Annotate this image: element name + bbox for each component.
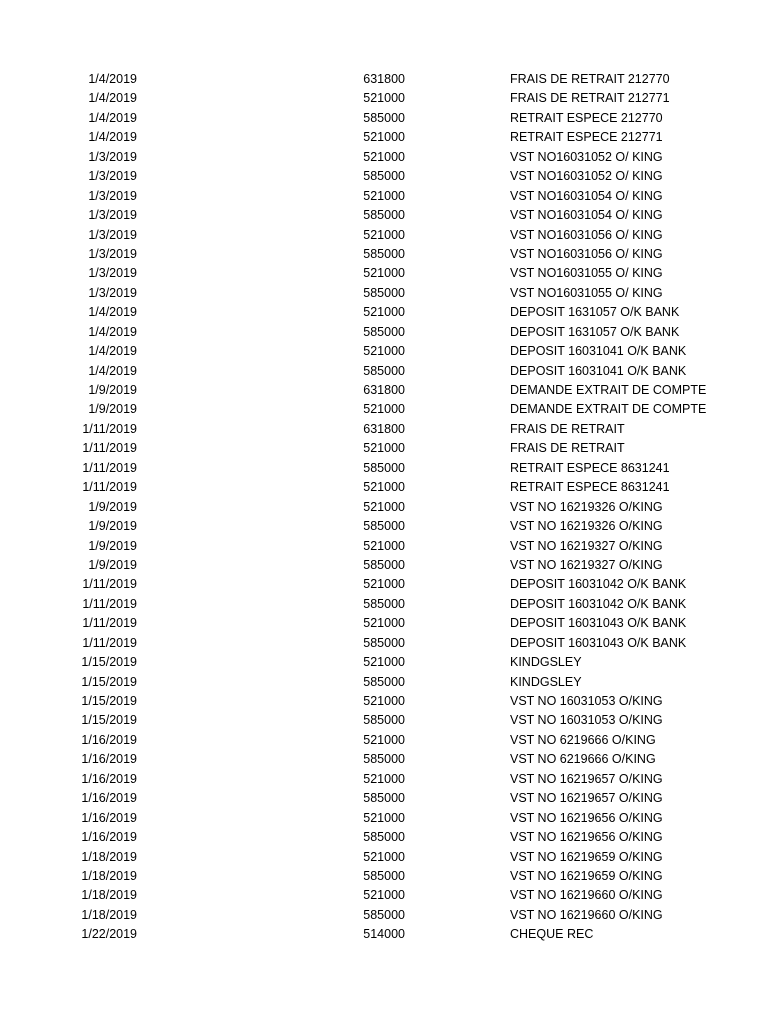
ledger-row <box>0 770 768 789</box>
account-cell: 521000 <box>363 305 405 320</box>
description-cell: DEPOSIT 1631057 O/K BANK <box>510 305 680 320</box>
account-cell: 521000 <box>363 130 405 145</box>
date-cell: 1/11/2019 <box>82 441 137 456</box>
ledger-row <box>0 148 768 167</box>
ledger-row <box>0 459 768 478</box>
date-cell: 1/15/2019 <box>81 655 137 670</box>
ledger-row <box>0 673 768 692</box>
date-cell: 1/3/2019 <box>88 208 137 223</box>
account-cell: 521000 <box>363 655 405 670</box>
description-cell: DEPOSIT 16031043 O/K BANK <box>510 616 687 631</box>
ledger-row <box>0 439 768 458</box>
date-cell: 1/3/2019 <box>88 169 137 184</box>
description-cell: VST NO 16219326 O/KING <box>510 499 663 514</box>
description-cell: RETRAIT ESPECE 212770 <box>510 110 663 125</box>
ledger-row <box>0 906 768 925</box>
account-cell: 585000 <box>363 791 405 806</box>
ledger-row <box>0 323 768 342</box>
ledger-row <box>0 595 768 614</box>
description-cell: VST NO 16219657 O/KING <box>510 771 663 786</box>
description-cell: DEPOSIT 16031043 O/K BANK <box>510 635 687 650</box>
description-cell: VST NO 16219660 O/KING <box>510 907 663 922</box>
ledger-row <box>0 303 768 322</box>
account-cell: 521000 <box>363 732 405 747</box>
ledger-row <box>0 226 768 245</box>
ledger-row <box>0 70 768 89</box>
ledger-row <box>0 89 768 108</box>
ledger-row <box>0 284 768 303</box>
account-cell: 585000 <box>363 363 405 378</box>
description-cell: VST NO 16031053 O/KING <box>510 694 663 708</box>
date-cell: 1/3/2019 <box>88 149 137 164</box>
description-cell: VST NO16031052 O/ KING <box>510 149 663 164</box>
account-cell: 521000 <box>363 91 405 106</box>
ledger-row <box>0 342 768 361</box>
ledger-row <box>0 206 768 225</box>
ledger-row <box>0 575 768 594</box>
description-cell: VST NO 16219326 O/KING <box>510 519 663 534</box>
date-cell: 1/3/2019 <box>88 285 137 300</box>
description-cell: DEPOSIT 16031042 O/K BANK <box>510 577 687 592</box>
ledger-row <box>0 264 768 283</box>
date-cell: 1/18/2019 <box>81 907 137 922</box>
ledger-row <box>0 711 768 730</box>
account-cell: 585000 <box>363 907 405 922</box>
description-cell: FRAIS DE RETRAIT 212771 <box>510 91 670 106</box>
account-cell: 521000 <box>363 149 405 164</box>
account-cell: 521000 <box>363 441 405 456</box>
description-cell: RETRAIT ESPECE 8631241 <box>510 460 670 475</box>
account-cell: 585000 <box>363 324 405 339</box>
description-cell: VST NO 16219659 O/KING <box>510 849 663 864</box>
ledger-row <box>0 109 768 128</box>
date-cell: 1/4/2019 <box>88 72 137 86</box>
ledger-row <box>0 848 768 867</box>
account-cell: 521000 <box>363 538 405 553</box>
date-cell: 1/16/2019 <box>81 752 137 767</box>
date-cell: 1/15/2019 <box>81 694 137 708</box>
description-cell: DEMANDE EXTRAIT DE COMPTE <box>510 402 707 417</box>
account-cell: 521000 <box>363 266 405 281</box>
ledger-row <box>0 556 768 575</box>
account-cell: 585000 <box>363 674 405 689</box>
ledger-row <box>0 245 768 264</box>
description-cell: VST NO 16219657 O/KING <box>510 791 663 806</box>
description-cell: KINDGSLEY <box>510 655 582 670</box>
ledger-row <box>0 886 768 905</box>
date-cell: 1/9/2019 <box>88 383 137 397</box>
account-cell: 585000 <box>363 596 405 611</box>
date-cell: 1/9/2019 <box>88 499 137 514</box>
account-cell: 521000 <box>363 849 405 864</box>
description-cell: VST NO16031055 O/ KING <box>510 285 663 300</box>
date-cell: 1/3/2019 <box>88 227 137 242</box>
account-cell: 631800 <box>363 72 405 86</box>
description-cell: FRAIS DE RETRAIT <box>510 421 625 436</box>
description-cell: VST NO 16219660 O/KING <box>510 888 663 903</box>
ledger-row <box>0 828 768 847</box>
description-cell: RETRAIT ESPECE 8631241 <box>510 480 670 495</box>
ledger-row <box>0 925 768 944</box>
account-cell: 585000 <box>363 557 405 572</box>
account-cell: 585000 <box>363 830 405 845</box>
date-cell: 1/9/2019 <box>88 538 137 553</box>
description-cell: VST NO16031054 O/ KING <box>510 188 663 203</box>
ledger-row <box>0 653 768 672</box>
date-cell: 1/11/2019 <box>82 596 137 611</box>
date-cell: 1/11/2019 <box>82 577 137 592</box>
date-cell: 1/18/2019 <box>81 868 137 883</box>
account-cell: 521000 <box>363 499 405 514</box>
description-cell: DEPOSIT 16031041 O/K BANK <box>510 363 687 378</box>
ledger-sheet <box>0 70 768 945</box>
date-cell: 1/18/2019 <box>81 888 137 903</box>
date-cell: 1/3/2019 <box>88 246 137 261</box>
ledger-row <box>0 420 768 439</box>
description-cell: VST NO 6219666 O/KING <box>510 752 656 767</box>
date-cell: 1/9/2019 <box>88 402 137 417</box>
description-cell: VST NO 6219666 O/KING <box>510 732 656 747</box>
date-cell: 1/16/2019 <box>81 771 137 786</box>
date-cell: 1/15/2019 <box>81 713 137 728</box>
ledger-row <box>0 498 768 517</box>
description-cell: VST NO16031056 O/ KING <box>510 246 663 261</box>
date-cell: 1/11/2019 <box>82 460 137 475</box>
account-cell: 585000 <box>363 713 405 728</box>
description-cell: DEPOSIT 1631057 O/K BANK <box>510 324 680 339</box>
date-cell: 1/3/2019 <box>88 266 137 281</box>
ledger-row <box>0 167 768 186</box>
date-cell: 1/11/2019 <box>82 480 137 495</box>
description-cell: DEPOSIT 16031042 O/K BANK <box>510 596 687 611</box>
account-cell: 521000 <box>363 188 405 203</box>
account-cell: 521000 <box>363 771 405 786</box>
account-cell: 585000 <box>363 752 405 767</box>
date-cell: 1/9/2019 <box>88 557 137 572</box>
account-cell: 585000 <box>363 110 405 125</box>
account-cell: 631800 <box>363 421 405 436</box>
account-cell: 585000 <box>363 246 405 261</box>
date-cell: 1/16/2019 <box>81 830 137 845</box>
ledger-row <box>0 478 768 497</box>
description-cell: KINDGSLEY <box>510 674 582 689</box>
date-cell: 1/4/2019 <box>88 344 137 359</box>
date-cell: 1/4/2019 <box>88 363 137 378</box>
account-cell: 521000 <box>363 616 405 631</box>
ledger-row <box>0 381 768 400</box>
ledger-row <box>0 614 768 633</box>
account-cell: 585000 <box>363 868 405 883</box>
date-cell: 1/16/2019 <box>81 791 137 806</box>
account-cell: 521000 <box>363 227 405 242</box>
date-cell: 1/9/2019 <box>88 519 137 534</box>
date-cell: 1/18/2019 <box>81 849 137 864</box>
account-cell: 585000 <box>363 460 405 475</box>
description-cell: DEMANDE EXTRAIT DE COMPTE <box>510 383 707 397</box>
description-cell: DEPOSIT 16031041 O/K BANK <box>510 344 687 359</box>
account-cell: 521000 <box>363 810 405 825</box>
date-cell: 1/11/2019 <box>82 616 137 631</box>
date-cell: 1/4/2019 <box>88 130 137 145</box>
ledger-row <box>0 634 768 653</box>
date-cell: 1/11/2019 <box>82 635 137 650</box>
ledger-row <box>0 362 768 381</box>
date-cell: 1/3/2019 <box>88 188 137 203</box>
description-cell: CHEQUE REC <box>510 927 594 942</box>
date-cell: 1/4/2019 <box>88 110 137 125</box>
account-cell: 631800 <box>363 383 405 397</box>
ledger-row <box>0 187 768 206</box>
date-cell: 1/4/2019 <box>88 305 137 320</box>
account-cell: 521000 <box>363 402 405 417</box>
description-cell: FRAIS DE RETRAIT 212770 <box>510 72 670 86</box>
description-cell: RETRAIT ESPECE 212771 <box>510 130 663 145</box>
description-cell: VST NO16031056 O/ KING <box>510 227 663 242</box>
description-cell: VST NO 16219327 O/KING <box>510 538 663 553</box>
account-cell: 585000 <box>363 285 405 300</box>
ledger-row <box>0 867 768 886</box>
description-cell: VST NO16031055 O/ KING <box>510 266 663 281</box>
ledger-row <box>0 128 768 147</box>
description-cell: VST NO16031052 O/ KING <box>510 169 663 184</box>
ledger-row <box>0 731 768 750</box>
date-cell: 1/4/2019 <box>88 91 137 106</box>
account-cell: 585000 <box>363 519 405 534</box>
account-cell: 521000 <box>363 577 405 592</box>
account-cell: 514000 <box>363 927 405 942</box>
ledger-row <box>0 789 768 808</box>
account-cell: 521000 <box>363 694 405 708</box>
description-cell: VST NO16031054 O/ KING <box>510 208 663 223</box>
account-cell: 585000 <box>363 208 405 223</box>
description-cell: FRAIS DE RETRAIT <box>510 441 625 456</box>
date-cell: 1/22/2019 <box>81 927 137 942</box>
description-cell: VST NO 16219659 O/KING <box>510 868 663 883</box>
date-cell: 1/11/2019 <box>82 421 137 436</box>
description-cell: VST NO 16031053 O/KING <box>510 713 663 728</box>
ledger-row <box>0 692 768 711</box>
date-cell: 1/16/2019 <box>81 732 137 747</box>
account-cell: 585000 <box>363 169 405 184</box>
ledger-row <box>0 809 768 828</box>
account-cell: 521000 <box>363 480 405 495</box>
description-cell: VST NO 16219656 O/KING <box>510 810 663 825</box>
ledger-row <box>0 537 768 556</box>
ledger-row <box>0 750 768 769</box>
date-cell: 1/4/2019 <box>88 324 137 339</box>
ledger-row <box>0 517 768 536</box>
date-cell: 1/16/2019 <box>81 810 137 825</box>
description-cell: VST NO 16219656 O/KING <box>510 830 663 845</box>
date-cell: 1/15/2019 <box>81 674 137 689</box>
account-cell: 521000 <box>363 888 405 903</box>
description-cell: VST NO 16219327 O/KING <box>510 557 663 572</box>
account-cell: 521000 <box>363 344 405 359</box>
ledger-row <box>0 400 768 419</box>
account-cell: 585000 <box>363 635 405 650</box>
